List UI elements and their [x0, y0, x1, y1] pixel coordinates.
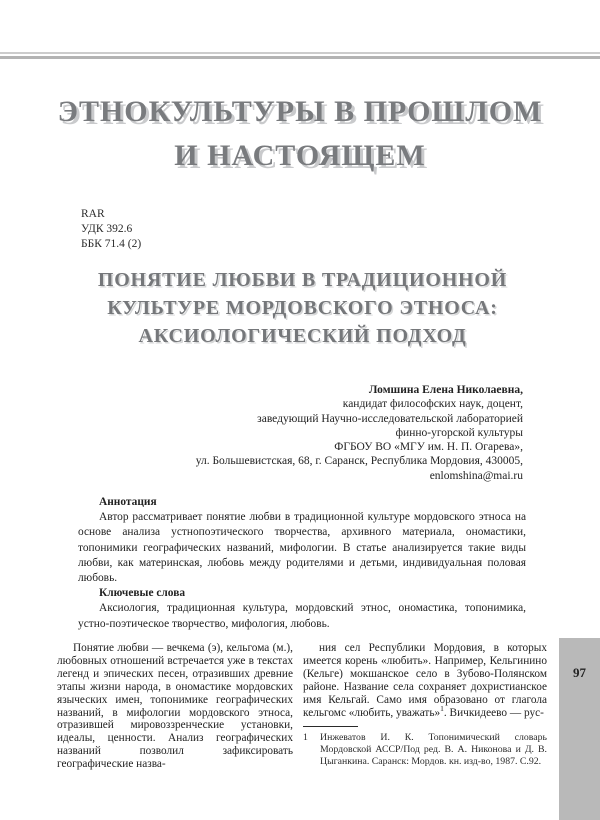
page-number-tab [559, 638, 600, 820]
front-matter [78, 495, 526, 632]
section-header [0, 90, 600, 178]
keywords-text: Аксиология, традиционная культура, мордовский этнос, ономастика, топонимика, устно-поэтическое творчество, мифология, любовь. [78, 602, 526, 630]
abstract-text: Автор рассматривает понятие любви в традиционной культуре мордовского этноса на основе анализа устнопоэтического творчества, архивного материала, ономастики, топонимики географических названий, мифологии. В статье анализируется такие виды любви, как материнская, любовь между родителями и детьми, индивидуальная половая любовь. [78, 511, 526, 585]
article-title [30, 266, 575, 350]
body-paragraph-right [303, 642, 547, 719]
body-paragraph-left: Понятие любви — вечкема (э), кельгома (м.), любовных отношений встречается уже в текстах легенд и эпических песен, отразивших древние этапы жизни народа, в ономастике мордовских языческих имен, топонимике географических названий, в мифологии мордовского этноса, отразившей мировоззренческие установки, идеалы, ценности. Анализ географических названий позволил зафиксировать географические назва- [57, 642, 293, 771]
article-meta [81, 207, 141, 253]
section-header-line2: И НАСТОЯЩЕМ [174, 139, 426, 172]
meta-udk: УДК 392.6 [81, 223, 133, 236]
meta-rar: RAR [81, 208, 105, 220]
article-title-line2: КУЛЬТУРЕ МОРДОВСКОГО ЭТНОСА: [107, 297, 498, 319]
article-title-line1: ПОНЯТИЕ ЛЮБВИ В ТРАДИЦИОННОЙ [97, 269, 508, 291]
author-email: enlomshina@mai.ru [429, 469, 523, 482]
body-column-right [303, 642, 547, 771]
page-number: 97 [573, 665, 586, 680]
author-block [120, 383, 523, 483]
keywords-heading: Ключевые слова [99, 587, 186, 600]
body-columns [57, 642, 547, 771]
footnote-text: Инжеватов И. К. Топонимический словарь Мордовской АССР/Под ред. В. А. Никонова и Д. В. Цыганкина. Саранск: Мордов. кн. изд-во, 1987. С.92. [320, 732, 547, 768]
author-position: заведующий Научно-исследовательской лабораторией [257, 412, 523, 425]
author-university: ФГБОУ ВО «МГУ им. Н. П. Огарева», [334, 441, 523, 454]
author-address: ул. Большевистская, 68, г. Саранск, Республика Мордовия, 430005, [195, 455, 523, 468]
article-title-line3: АКСИОЛОГИЧЕСКИЙ ПОДХОД [138, 325, 467, 347]
body-right-text: ния сел Республики Мордовия, в которых имеется корень «любить». Например, Кельгинино (Кельге) мокшанское село в Зубово-Полянском районе. Название села сохраняет дохристианское имя Кельгай. Само имя образовано от глагола кельгомс «любить, уважать» [303, 642, 547, 719]
section-header-line1: ЭТНОКУЛЬТУРЫ В ПРОШЛОМ [57, 95, 543, 128]
body-column-left [57, 642, 293, 771]
author-name: Ломшина Елена Николаевна, [368, 384, 523, 396]
meta-bbk: ББК 71.4 (2) [81, 238, 142, 251]
abstract-heading: Аннотация [99, 496, 157, 508]
top-rule-thin [0, 52, 600, 54]
author-lab: финно-угорской культуры [395, 426, 523, 439]
body-right-text-tail: . Вичкидеево — рус- [443, 706, 544, 719]
top-rule-thick [0, 56, 600, 59]
footnote-marker: 1 [303, 732, 308, 744]
footnote-separator [303, 726, 358, 727]
footnote [303, 732, 547, 768]
author-degree: кандидат философских наук, доцент, [342, 398, 523, 411]
footnote-reference: 1 [440, 703, 444, 713]
